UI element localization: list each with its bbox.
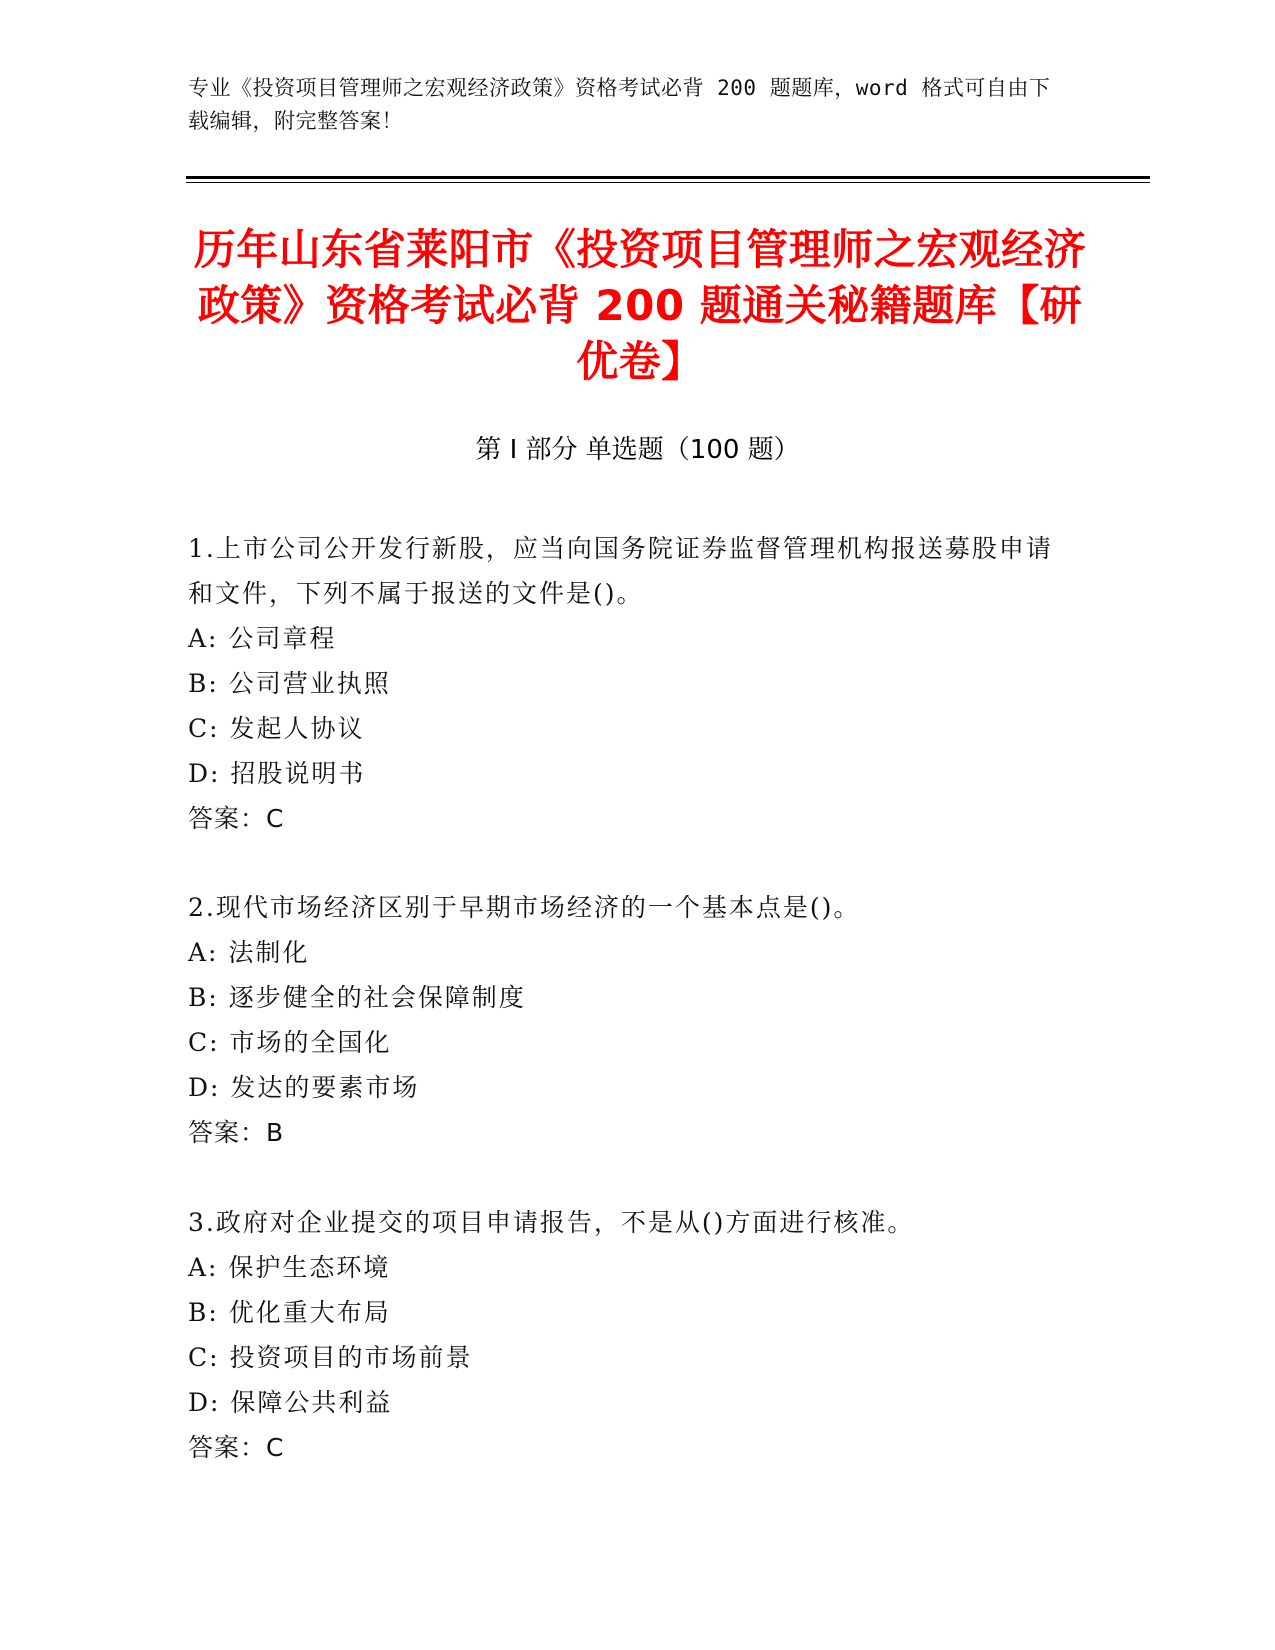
header-note: 专业《投资项目管理师之宏观经济政策》资格考试必背 200 题题库，word 格式可自由下载编辑，附完整答案！ bbox=[188, 76, 1051, 133]
option-c: C: 发起人协议 bbox=[188, 714, 365, 743]
option-a: A: 公司章程 bbox=[188, 624, 337, 653]
option-c: C: 市场的全国化 bbox=[188, 1028, 392, 1057]
option-d: D: 招股说明书 bbox=[188, 759, 366, 788]
question-stem: 3.政府对企业提交的项目申请报告，不是从()方面进行核准。 bbox=[188, 1208, 915, 1237]
question-3 bbox=[188, 1200, 1068, 1470]
option-b: B: 公司营业执照 bbox=[188, 669, 391, 698]
question-stem: 1.上市公司公开发行新股，应当向国务院证券监督管理机构报送募股申请和文件，下列不属于报送的文件是()。 bbox=[188, 534, 1053, 608]
question-stem: 2.现代市场经济区别于早期市场经济的一个基本点是()。 bbox=[188, 893, 861, 922]
document-title: 历年山东省莱阳市《投资项目管理师之宏观经济政策》资格考试必背 200 题通关秘籍题库【研优卷】 bbox=[193, 225, 1087, 386]
answer: 答案：C bbox=[188, 804, 285, 833]
option-a: A: 保护生态环境 bbox=[188, 1253, 391, 1282]
option-a: A: 法制化 bbox=[188, 938, 310, 967]
option-d: D: 保障公共利益 bbox=[188, 1388, 393, 1417]
answer: 答案：C bbox=[188, 1433, 285, 1462]
question-1 bbox=[188, 526, 1068, 841]
header-divider-thick bbox=[186, 176, 1150, 179]
option-d: D: 发达的要素市场 bbox=[188, 1073, 420, 1102]
option-b: B: 优化重大布局 bbox=[188, 1298, 391, 1327]
option-c: C: 投资项目的市场前景 bbox=[188, 1343, 473, 1372]
option-b: B: 逐步健全的社会保障制度 bbox=[188, 983, 526, 1012]
header-divider-thin bbox=[186, 182, 1150, 183]
answer: 答案：B bbox=[188, 1118, 285, 1147]
section-title: 第 I 部分 单选题（100 题） bbox=[475, 435, 800, 465]
question-2 bbox=[188, 885, 1068, 1155]
